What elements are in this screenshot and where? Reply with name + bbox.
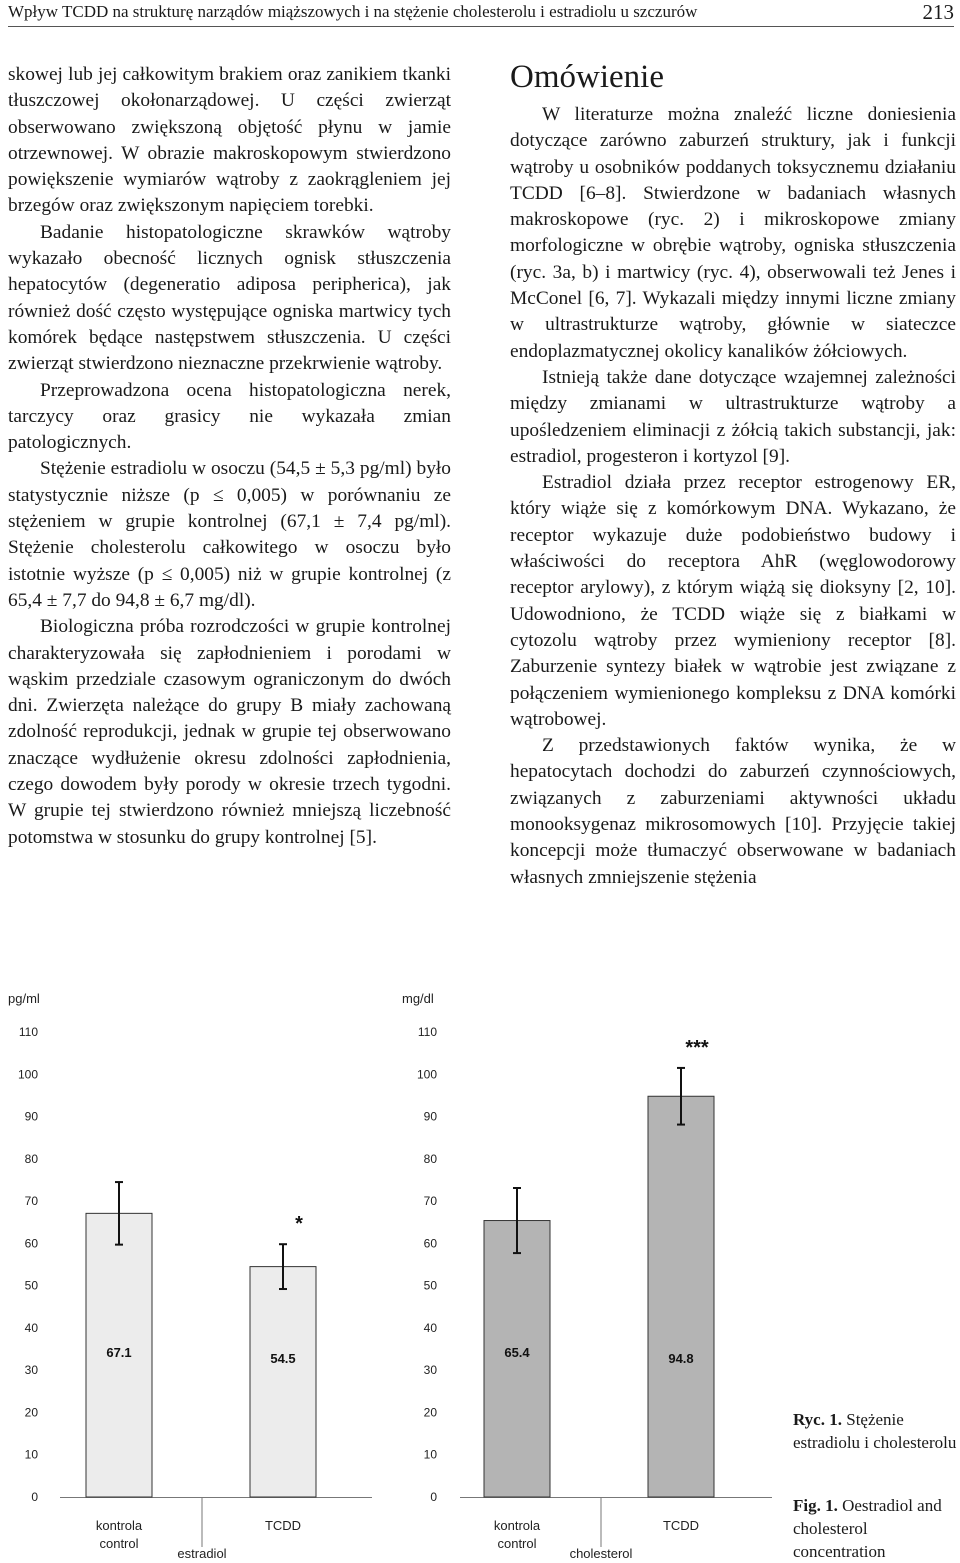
category-label: TCDD	[264, 1518, 302, 1533]
y-tick-label: 90	[24, 1109, 38, 1124]
caption-polish	[793, 1408, 958, 1454]
y-tick-label: 20	[24, 1405, 38, 1420]
y-tick-label: 60	[24, 1236, 38, 1251]
y-tick-label: 0	[31, 1490, 38, 1504]
category-label: control	[99, 1536, 139, 1551]
y-tick-label: 70	[24, 1194, 38, 1209]
y-tick-label: 40	[423, 1320, 437, 1335]
paragraph: Estradiol działa przez receptor estrogenowy ER, który wiąże się z komórkowym DNA. Wykazano, że receptor wykazuje duże podobieństwo budowy i właściwości do receptora AhR (węglowodorowy receptor arylowy), z którym wiążą się dioksyny [2, 10]. Udowodniono, że TCDD wiąże się z białkami w cytozolu wątroby przez wymieniony receptor [8]. Zaburzenie syntezy białek w wątrobie jest związane z połączeniem wymienionego kompleksu z DNA komórki wątrobowej.	[510, 472, 956, 730]
y-tick-label: 60	[423, 1236, 437, 1251]
y-tick-label: 20	[423, 1405, 437, 1420]
significance-marker: *	[295, 1213, 303, 1236]
y-axis-unit-label: mg/dl	[402, 991, 434, 1006]
y-tick-label: 80	[24, 1151, 38, 1166]
paragraph: Przeprowadzona ocena histopatologiczna nerek, tarczycy oraz grasicy nie wykazała zmian patologicznych.	[8, 379, 451, 454]
y-tick-label: 10	[24, 1447, 38, 1462]
y-tick-label: 110	[18, 1025, 38, 1039]
figure-1	[0, 975, 960, 1559]
caption-english	[793, 1494, 958, 1563]
caption-polish-label: Ryc. 1.	[793, 1410, 842, 1429]
right-column	[510, 58, 956, 891]
y-tick-label: 50	[24, 1278, 38, 1293]
category-label: kontrola	[95, 1518, 143, 1533]
bar	[648, 1096, 714, 1497]
caption-english-label: Fig. 1.	[793, 1496, 838, 1515]
paragraph: Istnieją także dane dotyczące wzajemnej zależności między zmianami w ultrastrukturze wątroby a upośledzeniem eliminacji z żółcią takich substancji, jak: estradiol, progesteron i kortyzol [9].	[510, 366, 956, 467]
x-axis-group-label: cholesterol	[569, 1546, 633, 1559]
bar	[250, 1267, 316, 1497]
caption-english-text: Oestradiol and cholesterol concentration	[793, 1496, 942, 1561]
paragraph: Z przedstawionych faktów wynika, że w hepatocytach dochodzi do zaburzeń czynnościowych, związanych z zaburzeniami aktywności układu monooksygenaz mikrosomowych [10]. Przyjęcie takiej koncepcji może tłumaczyć obserwowane w badaniach własnych zmniejszenie stężenia	[510, 735, 956, 888]
x-axis-group-label: estradiol	[177, 1546, 227, 1559]
category-label: kontrola	[493, 1518, 541, 1533]
y-tick-label: 100	[17, 1067, 38, 1082]
category-label: control	[497, 1536, 537, 1551]
left-column	[8, 62, 451, 851]
running-header	[8, 0, 954, 27]
figure-1-charts	[0, 975, 790, 1559]
paragraph: W literaturze można znaleźć liczne doniesienia dotyczące zarówno zaburzeń struktury, jak i funkcji wątroby u osobników poddanych toksycznemu działaniu TCDD [6–8]. Stwierdzone w badaniach własnych makroskopowe (ryc. 2) i mikroskopowe zmiany morfologiczne w obrębie wątroby, ogniska stłuszczenia (ryc. 3a, b) i martwicy (ryc. 4), obserwowali też Jenes i McConel [6, 7]. Wykazali między innymi liczne zmiany w ultrastrukturze wątroby, głównie w siateczce endoplazmatycznej okolicy kanalików żółciowych.	[510, 104, 956, 362]
caption-polish-text: Stężenie estradiolu i cholesterolu	[793, 1410, 957, 1452]
y-tick-label: 30	[24, 1363, 38, 1378]
y-tick-label: 70	[423, 1194, 437, 1209]
paragraph: Stężenie estradiolu w osoczu (54,5 ± 5,3 pg/ml) było statystycznie niższe (p ≤ 0,005) w porównaniu ze stężeniem w grupie kontrolnej (67,1 ± 7,4 pg/ml). Stężenie cholesterolu całkowitego w osoczu było istotnie wyższe (p ≤ 0,005) niż w grupie kontrolnej (z 65,4 ± 7,7 do 94,8 ± 6,7 mg/dl).	[8, 458, 451, 611]
section-heading: Omówienie	[510, 59, 664, 95]
data-value-label: 65.4	[504, 1345, 530, 1360]
paragraph: Biologiczna próba rozrodczości w grupie kontrolnej charakteryzowała się zapłodnieniem i porodami w wąskim przedziale czasowym ograniczonym do dwóch dni. Zwierzęta należące do grupy B miały zachowaną zdolność reprodukcji, jednak w grupie tej obserwowano znaczące wydłużenie okresu zdolności zapłodnienia, czego dowodem były porody w okresie trzech tygodni. W grupie tej stwierdzono również mniejszą liczebność potomstwa w stosunku do grupy kontrolnej [5].	[8, 616, 451, 848]
y-tick-label: 80	[423, 1151, 437, 1166]
data-value-label: 67.1	[106, 1345, 132, 1360]
paragraph: Badanie histopatologiczne skrawków wątroby wykazało obecność licznych ognisk stłuszczenia hepatocytów (degeneratio adiposa peripherica), jak również dość często występujące ogniska martwicy tych komórek będące następstwem stłuszczenia. U części zwierząt stwierdzono nieznaczne przekrwienie wątroby.	[8, 221, 451, 375]
data-value-label: 54.5	[270, 1351, 296, 1366]
y-tick-label: 40	[24, 1320, 38, 1335]
y-axis-unit-label: pg/ml	[8, 991, 40, 1006]
y-tick-label: 110	[417, 1025, 437, 1039]
category-label: TCDD	[662, 1518, 700, 1533]
y-tick-label: 50	[423, 1278, 437, 1293]
y-tick-label: 0	[430, 1490, 437, 1504]
y-tick-label: 90	[423, 1109, 437, 1124]
y-tick-label: 10	[423, 1447, 437, 1462]
page-number: 213	[922, 0, 954, 24]
y-tick-label: 30	[423, 1363, 437, 1378]
paragraph: skowej lub jej całkowitym brakiem oraz zanikiem tkanki tłuszczowej okołonarządowej. U części zwierząt obserwowano zwiększoną objętość płynu w jamie otrzewnowej. W obrazie makroskopowym stwierdzono powiększenie wymiarów wątroby z zaokrągleniem jej brzegów oraz zwiększonym napięciem torebki.	[8, 64, 451, 217]
y-tick-label: 100	[416, 1067, 437, 1082]
data-value-label: 94.8	[668, 1351, 694, 1366]
significance-marker: ***	[685, 1036, 709, 1059]
running-title: Wpływ TCDD na strukturę narządów miąższowych i na stężenie cholesterolu i estradiolu u szczurów	[8, 2, 698, 21]
